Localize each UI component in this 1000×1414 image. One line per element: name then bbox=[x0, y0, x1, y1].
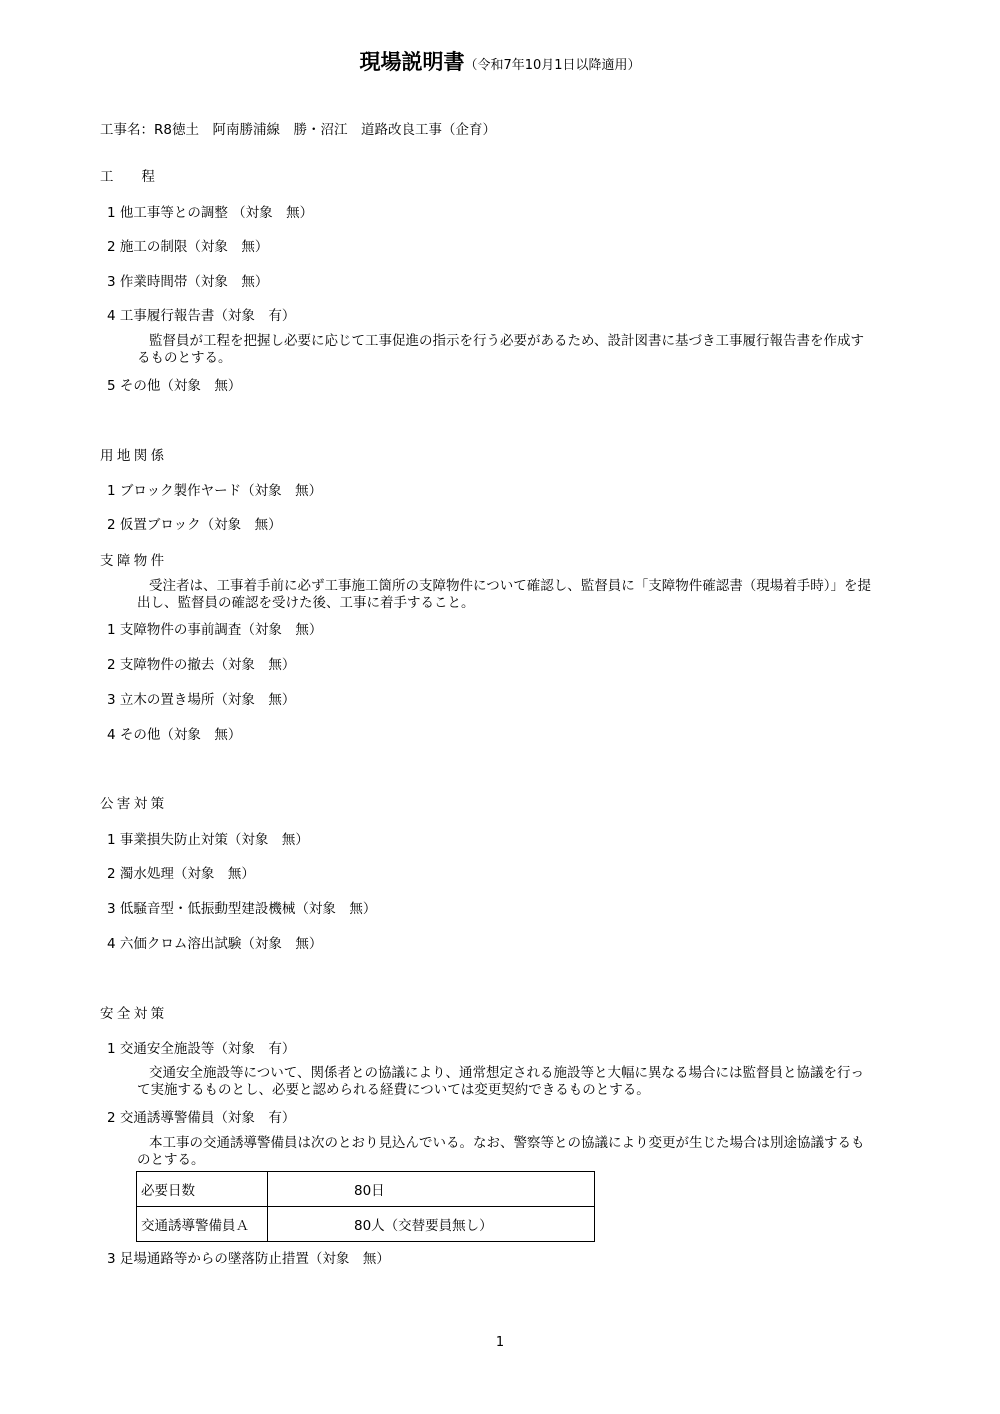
safety-heading: 安全対策 bbox=[100, 1006, 168, 1022]
pollution-heading: 公害対策 bbox=[100, 796, 168, 812]
schedule-item-2: 2 施工の制限（対象 無） bbox=[107, 239, 269, 255]
table-cell-value: 80人（交替要員無し） bbox=[268, 1207, 595, 1242]
table-row bbox=[137, 1207, 595, 1242]
safety-item-2: 2 交通誘導警備員（対象 有） bbox=[107, 1110, 296, 1126]
obstacles-heading: 支障物件 bbox=[100, 553, 168, 569]
pollution-item-3: 3 低騒音型・低振動型建設機械（対象 無） bbox=[107, 901, 377, 917]
page-number: 1 bbox=[495, 1335, 505, 1350]
guard-requirements-table bbox=[136, 1171, 595, 1242]
land-item-2: 2 仮置ブロック（対象 無） bbox=[107, 517, 282, 533]
obstacles-item-1: 1 支障物件の事前調査（対象 無） bbox=[107, 622, 323, 638]
schedule-item-4: 4 工事履行報告書（対象 有） bbox=[107, 308, 296, 324]
document-title bbox=[0, 46, 1000, 76]
safety-item-1-note: 交通安全施設等について、関係者との協議により、通常想定される施設等と大幅に異なる場合には監督員と協議を行って実施するものとし、必要と認められる経費については変更契約できるものとする。 bbox=[137, 1065, 864, 1098]
schedule-item-5: 5 その他（対象 無） bbox=[107, 378, 242, 394]
pollution-item-4: 4 六価クロム溶出試験（対象 無） bbox=[107, 936, 323, 952]
table-cell-label: 必要日数 bbox=[137, 1172, 268, 1207]
title-sub: （令和7年10月1日以降適用） bbox=[464, 58, 641, 73]
safety-item-3: 3 足場通路等からの墜落防止措置（対象 無） bbox=[107, 1251, 390, 1267]
project-name: 工事名：R8徳土 阿南勝浦線 勝・沼江 道路改良工事（企育） bbox=[100, 122, 496, 138]
pollution-item-2: 2 濁水処理（対象 無） bbox=[107, 866, 255, 882]
safety-item-2-note: 本工事の交通誘導警備員は次のとおり見込んでいる。なお、警察等との協議により変更が生じた場合は別途協議するものとする。 bbox=[137, 1135, 865, 1168]
table-cell-label: 交通誘導警備員Ａ bbox=[137, 1207, 268, 1242]
land-item-1: 1 ブロック製作ヤード（対象 無） bbox=[107, 483, 323, 499]
table-cell-value: 80日 bbox=[268, 1172, 595, 1207]
obstacles-item-3: 3 立木の置き場所（対象 無） bbox=[107, 692, 296, 708]
schedule-item-3: 3 作業時間帯（対象 無） bbox=[107, 274, 269, 290]
schedule-item-1: 1 他工事等との調整 （対象 無） bbox=[107, 205, 314, 221]
schedule-heading: 工 程 bbox=[100, 169, 159, 185]
safety-item-1: 1 交通安全施設等（対象 有） bbox=[107, 1041, 296, 1057]
obstacles-item-2: 2 支障物件の撤去（対象 無） bbox=[107, 657, 296, 673]
schedule-item-4-note: 監督員が工程を把握し必要に応じて工事促進の指示を行う必要があるため、設計図書に基づき工事履行報告書を作成するものとする。 bbox=[137, 333, 864, 366]
obstacles-item-4: 4 その他（対象 無） bbox=[107, 727, 242, 743]
pollution-item-1: 1 事業損失防止対策（対象 無） bbox=[107, 832, 309, 848]
obstacles-intro: 受注者は、工事着手前に必ず工事施工箇所の支障物件について確認し、監督員に「支障物件確認書（現場着手時）」を提出し、監督員の確認を受けた後、工事に着手すること。 bbox=[137, 578, 871, 611]
table-row bbox=[137, 1172, 595, 1207]
title-main: 現場説明書 bbox=[359, 50, 465, 74]
land-heading: 用地関係 bbox=[100, 448, 168, 464]
